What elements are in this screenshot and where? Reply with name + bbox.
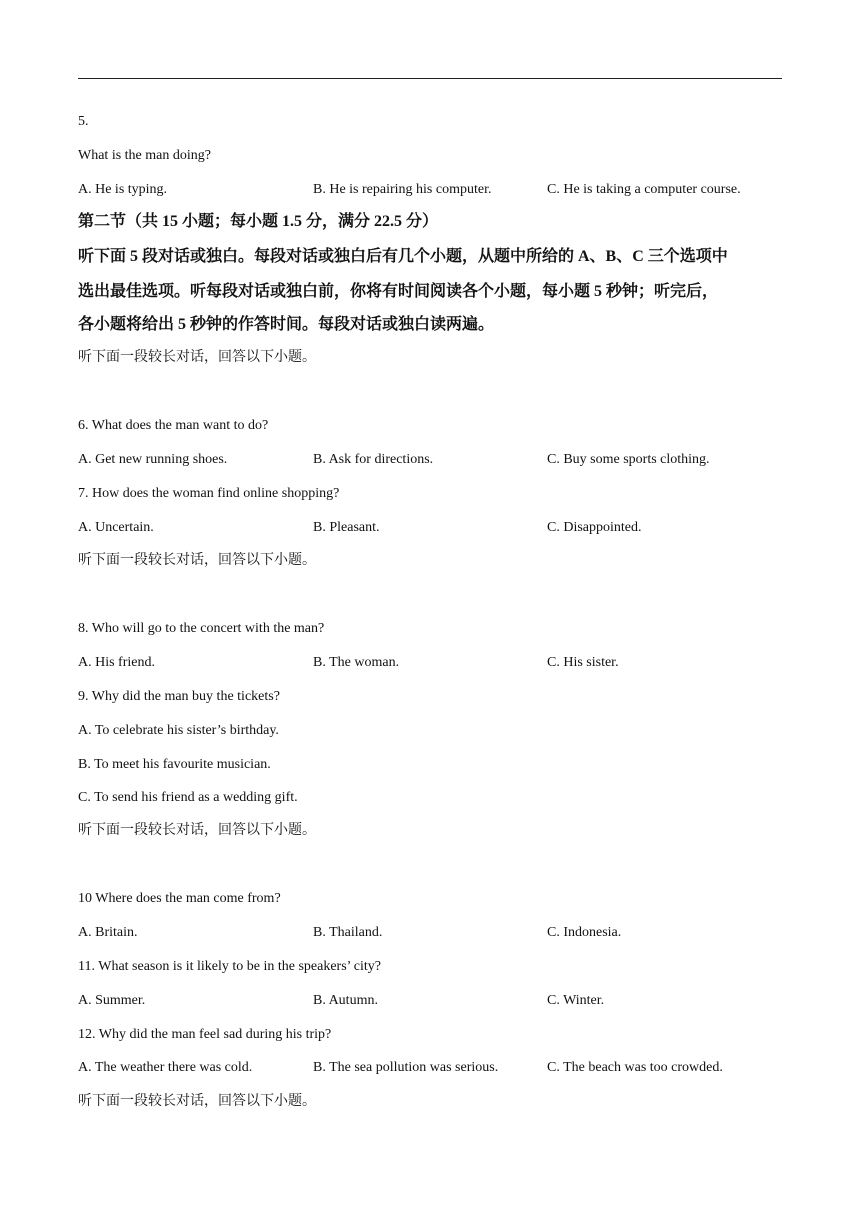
q6-question: 6. What does the man want to do? [78,418,269,433]
dialogue-prompt-3: 听下面一段较长对话，回答以下小题。 [78,823,316,838]
q8-question: 8. Who will go to the concert with the man? [78,621,325,636]
q10-options [78,925,782,941]
q10-option-a: A. Britain. [78,925,138,940]
q7-options [78,520,782,536]
header-rule [78,78,782,79]
q11-option-a: A. Summer. [78,993,146,1008]
q12-question: 12. Why did the man feel sad during his trip? [78,1027,332,1042]
section2-instruction-2: 选出最佳选项。听每段对话或独白前，你将有时间阅读各个小题，每小题 5 秒钟；听完后， [78,283,719,300]
q10-option-b: B. Thailand. [313,925,383,940]
q6-option-a: A. Get new running shoes. [78,452,228,467]
q5-option-b: B. He is repairing his computer. [313,182,492,197]
q8-option-c: C. His sister. [547,655,619,670]
q9-option-c: C. To send his friend as a wedding gift. [78,790,298,805]
q9-option-b: B. To meet his favourite musician. [78,757,271,772]
section2-instruction-1: 听下面 5 段对话或独白。每段对话或独白后有几个小题，从题中所给的 A、B、C 三个选项中 [78,248,728,265]
q11-question: 11. What season is it likely to be in the speakers’ city? [78,959,381,974]
q12-option-a: A. The weather there was cold. [78,1060,253,1075]
section2-title: 第二节（共 15 小题；每小题 1.5 分，满分 22.5 分） [78,213,439,230]
q6-options [78,452,782,468]
q5-option-a: A. He is typing. [78,182,168,197]
dialogue-prompt-1: 听下面一段较长对话，回答以下小题。 [78,350,316,365]
q7-question: 7. How does the woman find online shopping? [78,486,340,501]
q11-options [78,993,782,1009]
q12-option-b: B. The sea pollution was serious. [313,1060,499,1075]
q8-option-a: A. His friend. [78,655,155,670]
section2-instruction-3: 各小题将给出 5 秒钟的作答时间。每段对话或独白读两遍。 [78,316,495,333]
q6-option-b: B. Ask for directions. [313,452,434,467]
q5-option-c: C. He is taking a computer course. [547,182,741,197]
q8-options [78,655,782,671]
q10-option-c: C. Indonesia. [547,925,622,940]
dialogue-prompt-4: 听下面一段较长对话，回答以下小题。 [78,1094,316,1109]
q6-option-c: C. Buy some sports clothing. [547,452,710,467]
q9-question: 9. Why did the man buy the tickets? [78,689,280,704]
q7-option-b: B. Pleasant. [313,520,380,535]
q11-option-c: C. Winter. [547,993,605,1008]
q11-option-b: B. Autumn. [313,993,378,1008]
q5-options [78,182,782,198]
q5-number: 5. [78,114,89,129]
dialogue-prompt-2: 听下面一段较长对话，回答以下小题。 [78,553,316,568]
q7-option-c: C. Disappointed. [547,520,642,535]
q8-option-b: B. The woman. [313,655,400,670]
q12-options [78,1060,782,1076]
q10-question: 10 Where does the man come from? [78,891,281,906]
q12-option-c: C. The beach was too crowded. [547,1060,723,1075]
q5-question: What is the man doing? [78,148,211,163]
q7-option-a: A. Uncertain. [78,520,154,535]
q9-option-a: A. To celebrate his sister’s birthday. [78,723,279,738]
